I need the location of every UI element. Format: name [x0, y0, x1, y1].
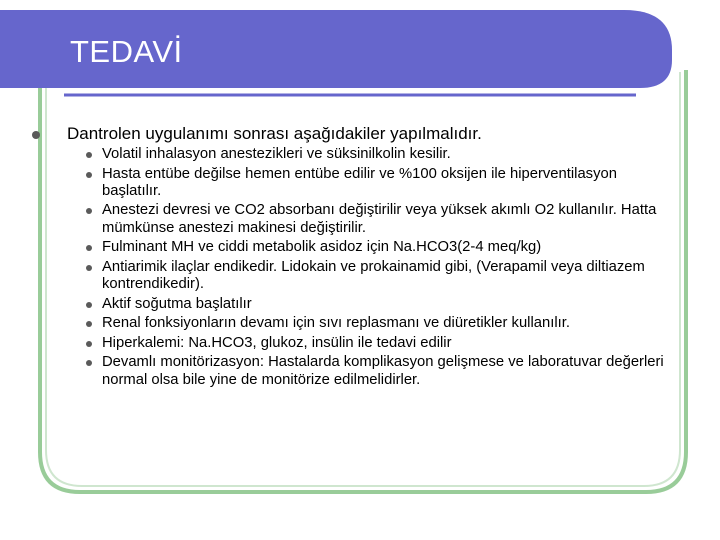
- bullet-dot-icon: [86, 245, 92, 251]
- list-item-text: Volatil inhalasyon anestezikleri ve süksinilkolin kesilir.: [102, 146, 451, 162]
- list-item: [86, 239, 682, 256]
- main-bullet-item: [32, 124, 682, 144]
- bullet-dot-icon: [32, 131, 40, 139]
- list-item: [86, 202, 682, 236]
- bullet-dot-icon: [86, 208, 92, 214]
- bullet-dot-icon: [86, 265, 92, 271]
- list-item-text: Devamlı monitörizasyon: Hastalarda komplikasyon gelişmese ve laboratuvar değerleri normal olsa bile yine de monitörize edilmelidirler.: [102, 354, 664, 388]
- bullet-dot-icon: [86, 172, 92, 178]
- main-bullet-text: Dantrolen uygulanımı sonrası aşağıdakiler yapılmalıdır.: [67, 124, 482, 143]
- list-item: [86, 354, 682, 388]
- bullet-dot-icon: [86, 360, 92, 366]
- list-item-text: Anestezi devresi ve CO2 absorbanı değiştirilir veya yüksek akımlı O2 kullanılır. Hatta mümkünse anestezi makinesi değiştirilir.: [102, 202, 657, 236]
- slide-content: [32, 124, 682, 391]
- list-item: [86, 315, 682, 332]
- list-item: [86, 259, 682, 293]
- sub-bullet-list: [86, 146, 682, 389]
- slide-title: TEDAVİ: [70, 34, 183, 69]
- list-item-text: Hasta entübe değilse hemen entübe edilir ve %100 oksijen ile hiperventilasyon başlatılır.: [102, 165, 617, 199]
- list-item: [86, 335, 682, 352]
- list-item: [86, 166, 682, 200]
- bullet-dot-icon: [86, 341, 92, 347]
- list-item-text: Fulminant MH ve ciddi metabolik asidoz için Na.HCO3(2-4 meq/kg): [102, 239, 542, 256]
- list-item-text: Hiperkalemi: Na.HCO3, glukoz, insülin ile tedavi edilir: [102, 334, 452, 351]
- list-item: [86, 296, 682, 313]
- list-item: [86, 146, 682, 163]
- bullet-dot-icon: [86, 302, 92, 308]
- list-item-text: Antiarimik ilaçlar endikedir. Lidokain ve prokainamid gibi, (Verapamil veya diltiazem kontrendikedir).: [102, 258, 645, 292]
- bullet-dot-icon: [86, 152, 92, 158]
- list-item-text: Aktif soğutma başlatılır: [102, 295, 252, 312]
- bullet-dot-icon: [86, 321, 92, 327]
- list-item-text: Renal fonksiyonların devamı için sıvı replasmanı ve diüretikler kullanılır.: [102, 315, 570, 332]
